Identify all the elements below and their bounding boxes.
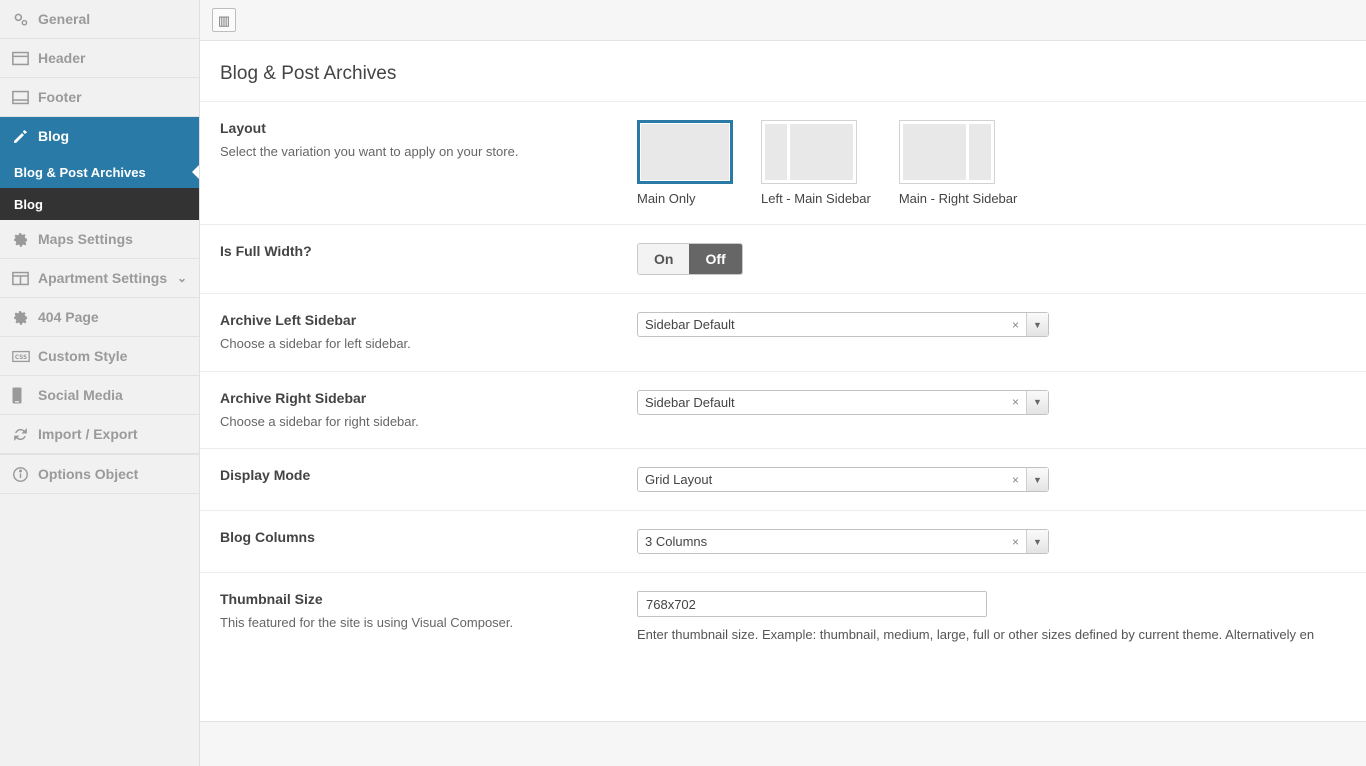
clear-icon[interactable]: × [1011, 317, 1019, 332]
field-blog-columns-label [200, 529, 637, 554]
field-description: Choose a sidebar for left sidebar. [220, 336, 411, 351]
field-description: This featured for the site is using Visual Composer. [220, 615, 514, 631]
field-display-mode-control [637, 467, 1366, 492]
layout-main-col [641, 124, 729, 180]
layout-main-col [903, 124, 966, 180]
sidebar-item-404-page[interactable] [0, 298, 199, 337]
select-value: Sidebar Default [645, 394, 735, 410]
field-blog-columns-control [637, 529, 1366, 554]
sidebar-item-options-object[interactable] [0, 455, 199, 494]
full-width-toggle[interactable] [637, 243, 743, 275]
clear-icon[interactable]: × [1011, 472, 1019, 487]
header-layout-icon [12, 51, 34, 66]
svg-text:CSS: CSS [14, 354, 28, 361]
layout-right-col [969, 124, 991, 180]
archive-right-sidebar-select[interactable] [637, 390, 1049, 415]
layout-main-col [790, 124, 853, 180]
refresh-icon [12, 426, 34, 443]
info-icon [12, 466, 34, 483]
thumbnail-size-help: Enter thumbnail size. Example: thumbnail, medium, large, full or other sizes defined by current theme. Alternatively en [637, 627, 1315, 643]
sidebar-subitem-blog[interactable] [0, 188, 199, 220]
layout-thumb-main-right [899, 120, 995, 184]
layout-option-main-only[interactable] [637, 120, 733, 206]
field-title: Archive Right Sidebar [220, 389, 367, 406]
layout-option-main-right-sidebar[interactable] [899, 120, 1018, 206]
field-thumbnail-size [200, 572, 1366, 660]
field-title: Layout [220, 120, 266, 136]
field-archive-right-sidebar-label [200, 390, 637, 431]
field-layout-label [200, 120, 637, 206]
sidebar-item-social-media[interactable] [0, 376, 199, 415]
sidebar-subitem-label: Blog [14, 196, 43, 212]
main-content [200, 0, 1366, 766]
field-title: Blog Columns [220, 529, 315, 546]
chevron-down-icon[interactable]: ▼ [1026, 468, 1048, 491]
select-value: 3 Columns [645, 534, 708, 550]
window-icon [12, 271, 34, 286]
chevron-down-icon[interactable]: ▼ [1026, 391, 1048, 414]
layout-option-left-main-sidebar[interactable] [761, 120, 871, 206]
sidebar-item-label: Footer [38, 89, 82, 105]
panel-toggle-icon[interactable] [212, 8, 236, 32]
sidebar-item-import-export[interactable] [0, 415, 199, 454]
layout-option-caption: Main Only [637, 191, 696, 206]
display-mode-select[interactable] [637, 467, 1049, 492]
field-description: Select the variation you want to apply on your store. [220, 144, 519, 159]
select-value: Sidebar Default [645, 317, 735, 332]
layout-left-col [765, 124, 787, 180]
sidebar-item-label: Blog [38, 128, 70, 144]
field-layout [200, 101, 1366, 224]
chevron-down-icon: ⌄ [176, 271, 187, 285]
field-layout-control [637, 120, 1366, 206]
sidebar-item-label: Social Media [38, 387, 123, 403]
clear-icon[interactable]: × [1011, 534, 1019, 549]
pencil-icon [12, 128, 34, 145]
mobile-icon [12, 387, 34, 404]
layout-options [637, 120, 1366, 206]
field-full-width-label [200, 243, 637, 275]
chevron-down-icon[interactable]: ▼ [1026, 530, 1048, 553]
field-title: Is Full Width? [220, 243, 312, 259]
field-blog-columns [200, 510, 1366, 572]
field-thumbnail-size-control [637, 591, 1366, 642]
sidebar-item-label: Header [38, 50, 86, 66]
sidebar-item-label: Import / Export [38, 426, 138, 442]
sidebar-item-label: 404 Page [38, 309, 99, 325]
sidebar-item-custom-style[interactable] [0, 337, 199, 376]
field-thumbnail-size-label [200, 591, 637, 642]
sidebar-item-general[interactable] [0, 0, 199, 39]
gear-icon [12, 309, 34, 326]
sidebar-item-label: Options Object [38, 466, 139, 482]
field-title: Thumbnail Size [220, 591, 323, 608]
sidebar-item-apartment-settings[interactable] [0, 259, 199, 298]
footer-bar [200, 721, 1366, 766]
panel-toggle-glyph: ▥ [217, 12, 231, 28]
field-archive-left-sidebar [200, 293, 1366, 371]
top-toolbar [200, 0, 1366, 41]
field-display-mode [200, 448, 1366, 510]
clear-icon[interactable]: × [1011, 395, 1019, 410]
sidebar-item-label: Maps Settings [38, 231, 133, 247]
sidebar-subitem-blog-post-archives[interactable] [0, 156, 199, 188]
blog-columns-select[interactable] [637, 529, 1049, 554]
archive-left-sidebar-select[interactable] [637, 312, 1049, 337]
layout-option-caption: Main - Right Sidebar [898, 191, 1018, 206]
sidebar [0, 0, 200, 766]
select-value: Grid Layout [645, 472, 713, 488]
sidebar-item-label: General [38, 11, 91, 27]
sidebar-item-label: Custom Style [38, 348, 128, 364]
layout-thumb-main-only [637, 120, 733, 184]
layout-option-caption: Left - Main Sidebar [761, 191, 871, 206]
sidebar-item-label: Apartment Settings [38, 270, 168, 286]
sidebar-item-footer[interactable] [0, 78, 199, 117]
chevron-down-icon[interactable]: ▼ [1026, 313, 1048, 336]
gears-icon [12, 11, 34, 28]
thumbnail-size-input[interactable] [637, 591, 987, 617]
field-archive-right-sidebar-control [637, 390, 1366, 431]
field-title: Display Mode [220, 467, 311, 484]
footer-layout-icon [12, 90, 34, 105]
field-display-mode-label [200, 467, 637, 492]
field-archive-left-sidebar-label [200, 312, 637, 353]
field-title: Archive Left Sidebar [220, 312, 357, 328]
sidebar-item-header[interactable] [0, 39, 199, 78]
field-description: Choose a sidebar for right sidebar. [220, 413, 419, 429]
css-icon [12, 350, 34, 363]
field-full-width [200, 224, 1366, 293]
sidebar-item-blog[interactable] [0, 117, 199, 156]
field-archive-left-sidebar-control [637, 312, 1366, 353]
sidebar-item-maps-settings[interactable] [0, 220, 199, 259]
gear-icon [12, 231, 34, 248]
toggle-on-button[interactable]: On [638, 244, 689, 274]
sidebar-subitem-label: Blog & Post Archives [14, 164, 146, 180]
page-title: Blog & Post Archives [220, 63, 397, 84]
layout-thumb-left-main [761, 120, 857, 184]
field-archive-right-sidebar [200, 371, 1366, 449]
field-full-width-control [637, 243, 1366, 275]
toggle-off-button[interactable]: Off [689, 244, 741, 274]
